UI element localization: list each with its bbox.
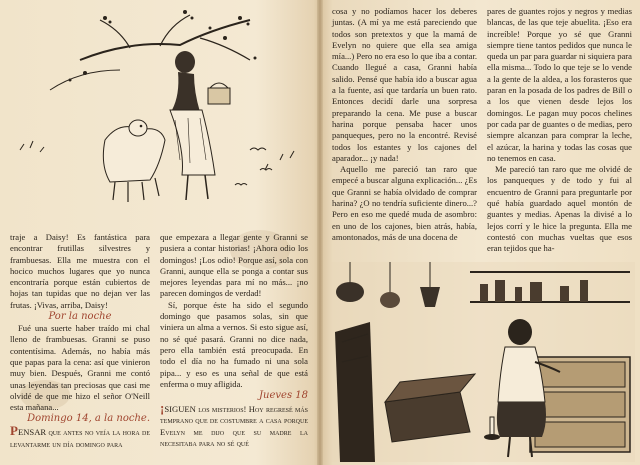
paragraph-text: SIGUEN los misterios! Hoy regresé más temprano que de costumbre a casa porque Evelyn me dijo que su madre la necesitaba para no sé qué <box>160 404 308 449</box>
paragraph-text: ENSAR que antes no veía la hora de levantarme un día domingo para <box>10 427 150 449</box>
paragraph: pares de guantes rojos y negros y medias blancas, de las que teje abuelita. ¡Eso era increíble! Porque yo sé que Granni siempre tiene tantos pedidos que nunca le queda un par para guardar ni siquiera para ella misma... Todo lo que teje se lo vende a la gente de la aldea, a los forasteros que paran en la posada de los padres de Bill o a los que vienen desde lejos los domingos. Le pagan muy pocos chelines por cada par de guantes o de medias, pero siempre alcanzan para comprar la leche, el azúcar, la harina y todas las cosas que no tenemos en casa. <box>487 6 632 163</box>
paragraph: cosa y no podíamos hacer los deberes juntas. (A mí ya me está pareciendo que todos son pretextos y que la mamá de Evelyn no quiere que ella sea amiga mía...) Pero no era eso lo que iba a contar. Cuando llegué a casa, Granni había salido. Pensé que había ido a buscar agua a la fuente, así que tardaría un buen rato. Entonces decidí darle una sorpresa preparando la cena. Me puse a buscar harina porque pensaba hacer unos panqueques, pero no la encontré. Revisé todos los estantes y los cajones del aparador... ¡y nada! <box>332 6 477 163</box>
paragraph <box>160 402 308 449</box>
kitchen-cupboard-illustration <box>330 262 635 462</box>
paragraph: traje a Daisy! Es fantástica para encontrar frutillas silvestres y frambuesas. Ella me muestra con el hocico muchos lugares que yo nunca encontraría porque están cubiertos de hojas tan tupidas que no dejan ver las frutas. ¡Vivas, arriba, Daisy! <box>10 232 150 310</box>
book-gutter <box>317 0 323 465</box>
diary-heading: Domingo 14, a la noche. <box>27 413 150 425</box>
drop-cap: P <box>10 423 18 439</box>
left-page-column-2 <box>160 232 308 449</box>
diary-heading: Jueves 18 <box>259 390 308 402</box>
left-page-column-1 <box>10 232 150 450</box>
paragraph: Fué una suerte haber traído mi chal lleno de frambuesas. Granni se puso contentísima. Además, no había más que papas para la cena: así que vinieron muy bien. Después, Granni me contó unas leyendas tan preciosas que casi me olvidé de que me hizo el señor O'Neill esta mañana... <box>10 323 150 413</box>
paragraph: que empezara a llegar gente y Granni se pusiera a contar historias! ¡Ahora odio los domingos! ¡Los odio! Porque así, sola con Granni, aunque ella se ponga a contar sus mejores leyendas para mí no más... ¡no parecen domingos de verdad! <box>160 232 308 299</box>
girl-and-dog-illustration <box>10 0 310 230</box>
paragraph: Aquello me pareció tan raro que empecé a buscar alguna explicación... ¿Es que Granni se había olvidado de comprar harina? ¿O no tendría suficiente dinero...? Pero en eso me quedé muda de asombro: en uno de los cajones, bien atrás, había, amontonados, más de una docena de <box>332 164 477 242</box>
diary-heading: Por la noche <box>48 311 112 323</box>
drop-cap: ¡ <box>160 400 165 416</box>
paragraph: Sí, porque éste ha sido el segundo domingo que pasamos solas, sin que viniera un alma a vernos. Si esto sigue así, no sé qué pasará. Granni no dice nada, pero ella también está preocupada. En todo el día no ha fumado ni una sola pipa... y eso es una señal de que está enferma o muy afligida. <box>160 299 308 389</box>
right-page-column-2 <box>487 6 632 255</box>
paragraph <box>10 425 150 450</box>
paragraph: Me pareció tan raro que me olvidé de los panqueques y de todo y fui al encuentro de Granni para preguntarle por qué había guardado aquel montón de guantes y medias. Apenas la divisé a lo lejos corrí y le hice la pregunta. Ella me contestó con muchas vueltas que esos eran tejidos que ha- <box>487 164 632 254</box>
right-page-column-1 <box>332 6 477 243</box>
